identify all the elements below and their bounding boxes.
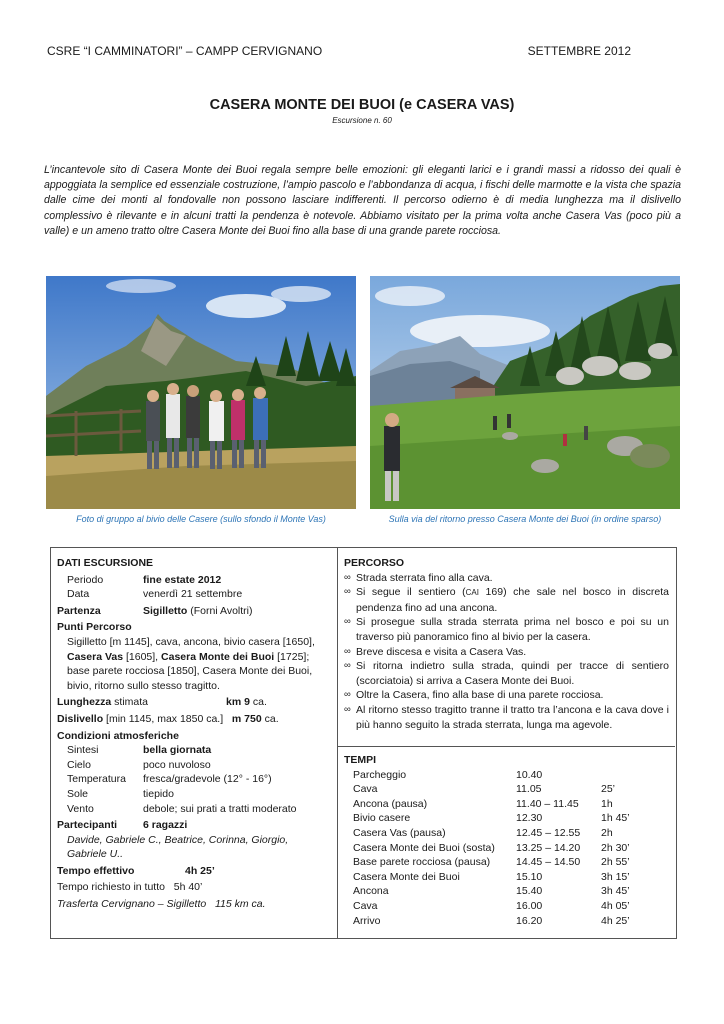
group-photo — [46, 276, 356, 509]
tempi-time: 11.40 – 11.45 — [516, 797, 579, 810]
header-left: CSRE “I CAMMINATORI” – CAMPP CERVIGNANO — [47, 44, 323, 58]
dislivello-unit: ca. — [261, 712, 279, 725]
partecipanti-names-1: Davide, Gabriele C., Beatrice, Corinna, Giorgio, — [67, 833, 289, 846]
percorso-heading: PERCORSO — [344, 557, 405, 569]
tempi-time: 15.10 — [516, 870, 543, 883]
tempi-duration: 25’ — [601, 783, 616, 796]
infinity-bullet-icon: ∞ — [344, 645, 351, 657]
tempi-section — [344, 753, 669, 928]
percorso-item-text: Breve discesa e visita a Casera Vas. — [356, 645, 527, 658]
infinity-bullet-icon: ∞ — [344, 703, 351, 715]
partecipanti-label: Partecipanti — [57, 819, 118, 832]
tempi-row — [344, 826, 669, 841]
page-subtitle: Escursione n. 60 — [332, 116, 392, 125]
partecipanti-names-2: Gabriele U.. — [67, 848, 124, 861]
tempi-row — [344, 797, 669, 812]
tempi-row — [344, 768, 669, 783]
tempi-place: Casera Vas (pausa) — [353, 826, 446, 839]
table-divider-vertical — [337, 547, 338, 938]
partenza-note: (Forni Avoltri) — [190, 604, 253, 617]
percorso-item2-part-a: Si segue il sentiero ( — [356, 586, 466, 599]
tempi-duration — [601, 768, 661, 783]
tempi-row — [344, 870, 669, 885]
tempo-richiesto-row — [57, 880, 333, 895]
tempi-time: 11.05 — [516, 783, 542, 796]
percorso-item-text: Strada sterrata fino alla cava. — [356, 571, 493, 584]
tempi-duration: 4h 25’ — [601, 914, 630, 927]
cielo-row — [57, 758, 333, 773]
punti-line-1: Sigilletto [m 1145], cava, ancona, bivio casera [1650], — [67, 635, 315, 648]
data-label: Data — [67, 588, 90, 601]
percorso-item-text — [356, 585, 669, 615]
partenza-value: Sigilletto — [143, 604, 188, 617]
percorso-item2-cai: CAI — [465, 588, 479, 598]
punti-casera-vas-alt: [1605], — [123, 650, 162, 663]
sole-value: tiepido — [143, 787, 174, 800]
tempi-time: 12.30 — [516, 812, 543, 825]
percorso-item-text: Si ritorna indietro sulla strada, quindi per tracce di sentiero (scorciatoia) si arriva a Casera Monte dei Buoi. — [356, 660, 669, 687]
tempi-place: Casera Monte dei Buoi — [353, 870, 460, 883]
tempo-effettivo-value: 4h 25’ — [185, 864, 215, 877]
partecipanti-row — [57, 818, 333, 833]
tempi-time: 15.40 — [516, 885, 543, 898]
tempi-duration: 1h 45’ — [601, 812, 630, 825]
tempo-richiesto-label: Tempo richiesto in tutto — [57, 881, 165, 894]
tempi-row — [344, 841, 669, 856]
condizioni-heading: Condizioni atmosferiche — [57, 729, 179, 742]
tempi-duration: 2h 55’ — [601, 856, 630, 869]
photo-caption-1: Foto di gruppo al bivio delle Casere (sullo sfondo il Monte Vas) — [76, 514, 326, 524]
infinity-bullet-icon: ∞ — [344, 616, 351, 628]
tempi-place: Cava — [353, 899, 378, 912]
sintesi-row — [57, 743, 333, 758]
temperatura-value: fresca/gradevole (12° - 16°) — [143, 773, 272, 786]
trasferta-label: Trasferta Cervignano – Sigilletto — [57, 898, 207, 911]
tempi-place: Casera Monte dei Buoi (sosta) — [353, 841, 495, 854]
percorso-item-text: Al ritorno stesso tragitto tranne il tratto tra l’ancona e la cava dove i più hanno seguito la strada sterrata, lunga ma agevole. — [356, 703, 669, 731]
intro-paragraph: L’incantevole sito di Casera Monte dei Buoi regala sempre belle emozioni: gli eleganti larici e i grandi massi a ridosso dei quali è appoggiata la semplice ed essenziale costruzione, l’ampio pascolo e l’abbondanza di acqua, i fischi delle marmotte e la vista che spazia dalle cime dei monti al fondovalle non possono lasciare indifferenti. Il percorso odierno è di media lunghezza ma il dislivello complessivo è rilevante e in alcuni tratti la pendenza è notevole. Abbiamo visitato per la prima volta anche Casera Vas (poco più a valle) e un ameno tratto oltre Casera Monte dei Buoi fino alla base di una grande parete rocciosa. — [44, 164, 681, 237]
dislivello-note: [min 1145, max 1850 ca.] — [103, 712, 224, 725]
tempi-place: Parcheggio — [353, 768, 407, 781]
partenza-row — [57, 604, 333, 619]
infinity-bullet-icon: ∞ — [344, 586, 351, 598]
tempi-time: 13.25 – 14.20 — [516, 841, 581, 854]
meadow-photo — [370, 276, 680, 509]
tempi-duration: 3h 15’ — [601, 870, 630, 883]
trasferta-row — [57, 897, 333, 912]
percorso-item2-part-c: 169) che sale nel bosco in discreta pendenza fino ad una ancona. — [356, 586, 669, 614]
trasferta-value: 115 km ca. — [214, 898, 266, 911]
percorso-item — [344, 585, 669, 615]
percorso-item — [344, 615, 669, 644]
infinity-bullet-icon: ∞ — [344, 571, 351, 583]
tempi-heading: TEMPI — [344, 754, 377, 766]
dislivello-row — [57, 712, 333, 727]
tempo-richiesto-value: 5h 40’ — [173, 881, 203, 894]
tempi-place: Arrivo — [353, 914, 381, 927]
lunghezza-unit: ca. — [249, 696, 267, 709]
tempi-place: Cava — [353, 783, 378, 796]
percorso-item — [344, 571, 669, 586]
infinity-bullet-icon: ∞ — [344, 660, 351, 672]
tempi-place: Ancona (pausa) — [353, 797, 428, 810]
tempi-duration: 2h — [601, 826, 613, 839]
sole-row — [57, 787, 333, 802]
sintesi-value: bella giornata — [143, 744, 212, 757]
vento-row — [57, 802, 333, 817]
tempo-effettivo-label: Tempo effettivo — [57, 864, 135, 877]
percorso-item — [344, 645, 669, 660]
sole-label: Sole — [67, 787, 89, 800]
tempi-duration: 4h 05’ — [601, 899, 630, 912]
cielo-value: poco nuvoloso — [143, 758, 211, 771]
tempi-time: 12.45 – 12.55 — [516, 826, 581, 839]
tempi-time: 16.20 — [516, 914, 543, 927]
punti-casera-buoi-alt: [1725]; — [274, 650, 310, 663]
temperatura-label: Temperatura — [67, 773, 126, 786]
page-title: CASERA MONTE DEI BUOI (e CASERA VAS) — [209, 97, 515, 113]
punti-line-2 — [57, 650, 333, 665]
percorso-item-text: Oltre la Casera, fino alla base di una parete rocciosa. — [356, 689, 604, 702]
dislivello-label: Dislivello — [57, 712, 104, 725]
punti-heading: Punti Percorso — [57, 621, 132, 634]
data-value: venerdì 21 settembre — [143, 588, 243, 601]
tempi-duration: 2h 30’ — [601, 841, 630, 854]
tempi-row — [344, 811, 669, 826]
tempi-table — [344, 768, 669, 929]
sintesi-label: Sintesi — [67, 744, 99, 757]
lunghezza-label-group — [57, 695, 226, 710]
vento-value: debole; sui prati a tratti moderato — [143, 802, 297, 815]
percorso-item — [344, 703, 669, 732]
data-row — [57, 587, 333, 602]
tempi-duration: 1h — [601, 797, 613, 810]
tempi-row — [344, 914, 669, 929]
partenza-label: Partenza — [57, 604, 101, 617]
tempi-place: Ancona — [353, 885, 389, 898]
lunghezza-label: Lunghezza — [57, 696, 112, 709]
tempi-time: 10.40 — [516, 768, 543, 781]
percorso-item — [344, 688, 669, 703]
punti-casera-buoi: Casera Monte dei Buoi — [161, 650, 275, 663]
periodo-value: fine estate 2012 — [143, 573, 222, 586]
temperatura-row — [57, 772, 333, 787]
table-divider-horizontal — [338, 746, 675, 747]
percorso-item — [344, 659, 669, 688]
lunghezza-value: km 9 — [226, 696, 250, 709]
tempi-place: Base parete rocciosa (pausa) — [353, 856, 491, 869]
tempi-place: Bivio casere — [353, 812, 411, 825]
tempi-row — [344, 899, 669, 914]
header-right: SETTEMBRE 2012 — [527, 44, 631, 58]
percorso-item-text: Si prosegue sulla strada sterrata prima nel bosco e poi su un traverso più panoramico fino al bivio per la casera. — [356, 616, 669, 643]
lunghezza-note: stimata — [111, 696, 149, 709]
tempo-effettivo-row — [57, 864, 333, 879]
dislivello-value: m 750 — [231, 712, 262, 725]
tempi-row — [344, 884, 669, 899]
partecipanti-value: 6 ragazzi — [143, 819, 188, 832]
dati-heading: DATI ESCURSIONE — [57, 557, 154, 569]
dati-escursione-section — [57, 556, 333, 912]
vento-label: Vento — [67, 802, 94, 815]
tempi-row — [344, 855, 669, 870]
tempi-time: 16.00 — [516, 899, 543, 912]
periodo-label: Periodo — [67, 573, 104, 586]
tempi-duration: 3h 45’ — [601, 885, 630, 898]
tempi-row — [344, 782, 669, 797]
infinity-bullet-icon: ∞ — [344, 689, 351, 701]
cielo-label: Cielo — [67, 758, 91, 771]
lunghezza-row — [57, 695, 333, 710]
punti-line-4: bivio, ritorno sullo stesso tragitto. — [67, 679, 220, 692]
tempi-time: 14.45 – 14.50 — [516, 856, 581, 869]
punti-casera-vas: Casera Vas — [67, 650, 124, 663]
lunghezza-value-group — [226, 695, 267, 710]
periodo-row — [57, 573, 333, 588]
photo-caption-2: Sulla via del ritorno presso Casera Monte dei Buoi (in ordine sparso) — [388, 514, 662, 524]
percorso-section — [344, 556, 669, 732]
punti-line-3: base parete rocciosa [1850], Casera Monte dei Buoi, — [67, 665, 313, 678]
